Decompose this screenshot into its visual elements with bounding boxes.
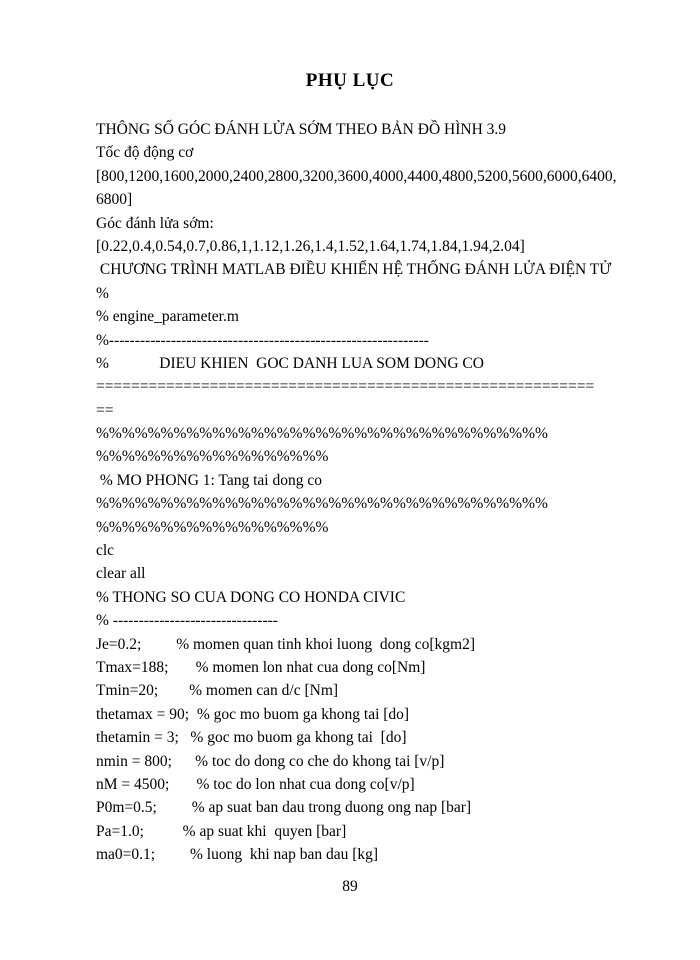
text-line: thetamin = 3; % goc mo buom ga khong tai [do]: [96, 729, 407, 747]
text-line: Tmin=20; % momen can d/c [Nm]: [96, 682, 339, 700]
text-line: clear all: [96, 565, 146, 583]
document-body: [96, 118, 636, 867]
text-line: 6800]: [96, 191, 133, 209]
text-line: % engine_parameter.m: [96, 308, 239, 326]
text-line: nmin = 800; % toc do dong co che do khong tai [v/p]: [96, 752, 445, 770]
text-line: % DIEU KHIEN GOC DANH LUA SOM DONG CO: [96, 354, 484, 372]
text-line: %: [96, 284, 109, 302]
text-line: %%%%%%%%%%%%%%%%%%: [96, 518, 329, 536]
text-line: Tmax=188; % momen lon nhat cua dong co[Nm]: [96, 658, 426, 676]
text-line: CHƯƠNG TRÌNH MATLAB ĐIỀU KHIỂN HỆ THỐNG ĐÁNH LỬA ĐIỆN TỬ: [96, 261, 612, 279]
page-number: 89: [342, 878, 358, 895]
text-line: THÔNG SỐ GÓC ĐÁNH LỬA SỚM THEO BẢN ĐỒ HÌNH 3.9: [96, 121, 507, 138]
text-line: ma0=0.1; % luong khi nap ban dau [kg]: [96, 846, 379, 864]
text-line: % MO PHONG 1: Tang tai dong co: [96, 471, 322, 489]
text-line: P0m=0.5; % ap suat ban dau trong duong ong nap [bar]: [96, 799, 472, 817]
text-line: nM = 4500; % toc do lon nhat cua dong co[v/p]: [96, 775, 415, 793]
text-line: [0.22,0.4,0.54,0.7,0.86,1,1.12,1.26,1.4,1.52,1.64,1.74,1.84,1.94,2.04]: [96, 237, 525, 255]
text-line: ==: [96, 401, 114, 419]
text-line: clc: [96, 542, 115, 560]
page-title: PHỤ LỤC: [305, 70, 395, 91]
text-line: % THONG SO CUA DONG CO HONDA CIVIC: [96, 588, 406, 606]
text-line: %%%%%%%%%%%%%%%%%%: [96, 448, 329, 466]
text-line: Je=0.2; % momen quan tinh khoi luong dong co[kgm2]: [96, 635, 475, 653]
text-line: %--------------------------------------------------------------: [96, 331, 429, 349]
text-line: % --------------------------------: [96, 612, 278, 630]
text-line: %%%%%%%%%%%%%%%%%%%%%%%%%%%%%%%%%%%: [96, 495, 548, 513]
text-line: Góc đánh lửa sớm:: [96, 214, 214, 232]
text-line: [800,1200,1600,2000,2400,2800,3200,3600,4000,4400,4800,5200,5600,6000,6400,: [96, 167, 617, 185]
text-line: %%%%%%%%%%%%%%%%%%%%%%%%%%%%%%%%%%%: [96, 425, 548, 443]
text-line: Pa=1.0; % ap suat khi quyen [bar]: [96, 822, 347, 840]
text-line: thetamax = 90; % goc mo buom ga khong tai [do]: [96, 705, 410, 723]
text-line: Tốc độ động cơ: [96, 144, 194, 162]
text-line: =========================================================: [96, 378, 595, 396]
